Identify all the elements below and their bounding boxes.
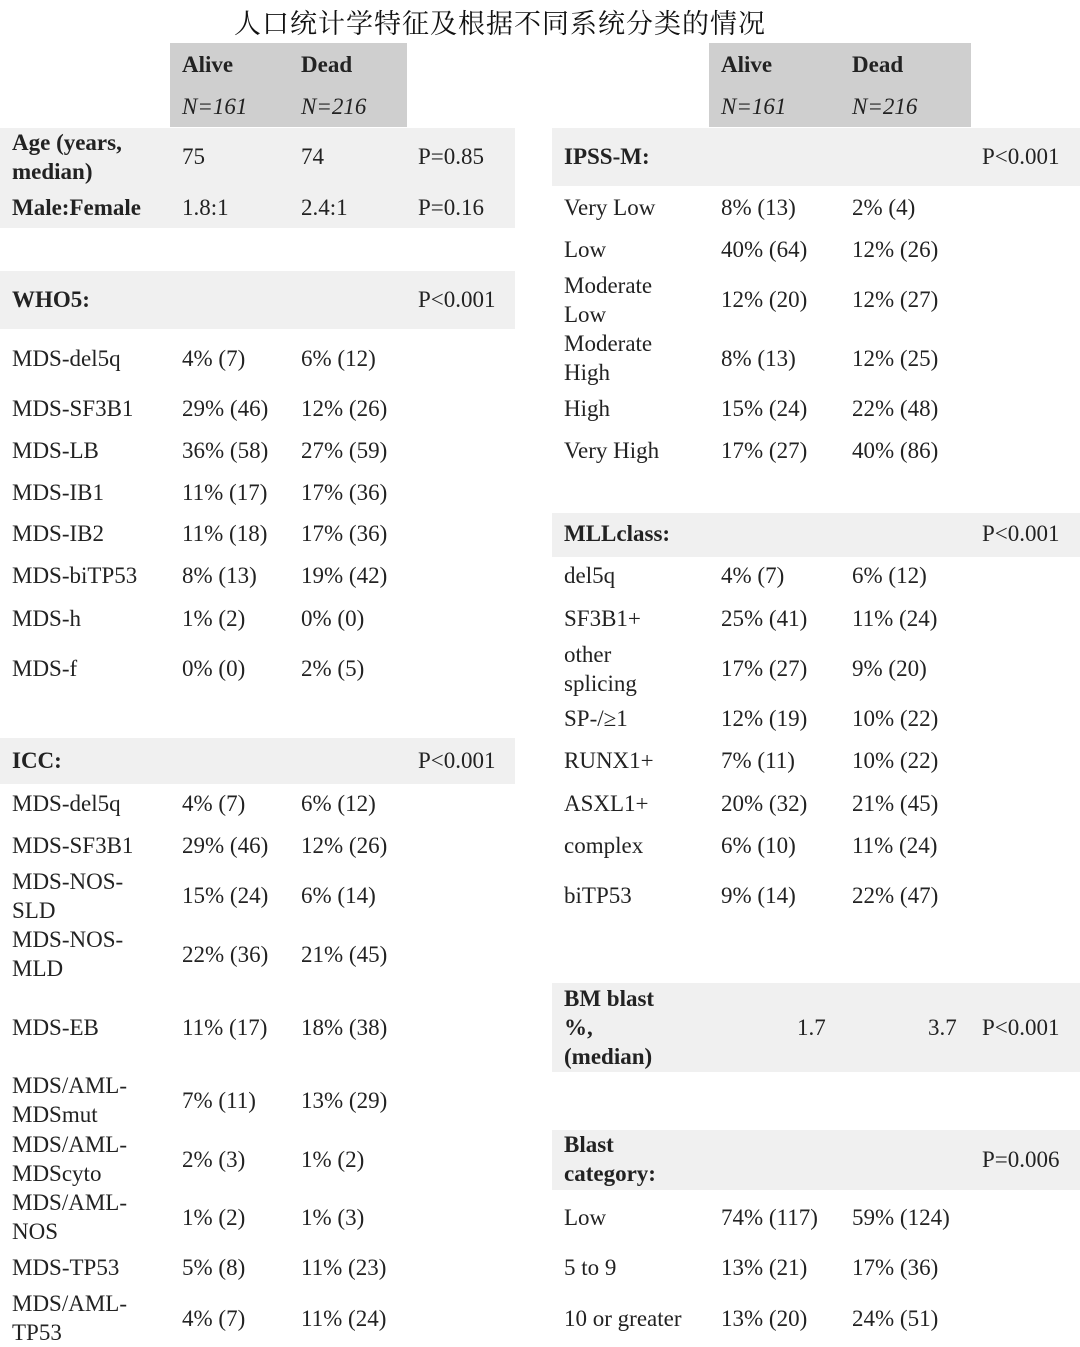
right-header-dead: Dead [852, 52, 904, 77]
mll-row-alive: 25% (41) [721, 606, 808, 631]
blast-row-label: Low [564, 1205, 607, 1230]
ipssm-row-alive: 40% (64) [721, 237, 808, 262]
icc-row-alive: 4% (7) [182, 1306, 246, 1331]
ipssm-row-dead: 12% (26) [852, 237, 939, 262]
icc-row-dead: 12% (26) [301, 833, 388, 858]
ipssm-row-dead: 2% (4) [852, 195, 916, 220]
who5-row-alive: 36% (58) [182, 438, 269, 463]
icc-row-alive: 2% (3) [182, 1147, 246, 1172]
blast-row-label: 10 or greater [564, 1306, 682, 1331]
ipssm-row-alive: 8% (13) [721, 195, 796, 220]
mll-row-dead: 21% (45) [852, 791, 939, 816]
page-title: 人口统计学特征及根据不同系统分类的情况 [234, 9, 766, 40]
who5-row-label: MDS-SF3B1 [12, 396, 134, 421]
mll-row-alive: 20% (32) [721, 791, 808, 816]
left-header-dead-n: N=216 [301, 94, 367, 119]
blast-row-dead: 17% (36) [852, 1255, 939, 1280]
sex-ratio-dead: 2.4:1 [301, 195, 348, 220]
ipssm-row-dead: 12% (27) [852, 287, 939, 312]
ipssm-row-label: Low [564, 237, 607, 262]
icc-row-alive: 1% (2) [182, 1205, 246, 1230]
who5-row-alive: 8% (13) [182, 563, 257, 588]
ipssm-section-label: IPSS-M: [564, 144, 650, 169]
mll-row-dead: 11% (24) [852, 606, 938, 631]
bm-blast-label: BM blast %, (median) [564, 986, 655, 1069]
icc-row-label: MDS/AML-NOS [12, 1190, 128, 1244]
ipssm-row-alive: 15% (24) [721, 396, 808, 421]
mll-row-label: other splicing [564, 642, 637, 696]
ipssm-row-label: Very Low [564, 195, 656, 220]
mll-row-label: del5q [564, 563, 616, 588]
left-header-alive: Alive [182, 52, 234, 77]
ipssm-row-alive: 12% (20) [721, 287, 808, 312]
who5-row-dead: 12% (26) [301, 396, 388, 421]
who5-row-alive: 11% (18) [182, 521, 268, 546]
icc-row-label: MDS-del5q [12, 791, 121, 816]
icc-row-dead: 6% (12) [301, 791, 376, 816]
icc-p-value: P<0.001 [418, 748, 496, 773]
left-header-dead: Dead [301, 52, 353, 77]
mll-row-label: biTP53 [564, 883, 632, 908]
icc-row-label: MDS-TP53 [12, 1255, 120, 1280]
sex-ratio-alive: 1.8:1 [182, 195, 229, 220]
mll-row-alive: 6% (10) [721, 833, 796, 858]
who5-row-label: MDS-del5q [12, 346, 121, 371]
ipssm-p-value: P<0.001 [982, 144, 1060, 169]
icc-row-dead: 1% (3) [301, 1205, 365, 1230]
mll-row-alive: 12% (19) [721, 706, 808, 731]
bm-blast-p-value: P<0.001 [982, 1015, 1060, 1040]
mll-row-dead: 22% (47) [852, 883, 939, 908]
icc-row-dead: 21% (45) [301, 942, 388, 967]
ipssm-row-label: Very High [564, 438, 660, 463]
mll-row-label: ASXL1+ [564, 791, 649, 816]
who5-row-alive: 4% (7) [182, 346, 246, 371]
mll-row-dead: 11% (24) [852, 833, 938, 858]
mll-row-alive: 9% (14) [721, 883, 796, 908]
age-alive: 75 [182, 144, 205, 169]
ipssm-row-label: Moderate High [564, 331, 653, 385]
who5-row-label: MDS-biTP53 [12, 563, 138, 588]
icc-row-label: MDS-NOS-MLD [12, 927, 124, 981]
who5-row-dead: 6% (12) [301, 346, 376, 371]
mll-row-alive: 4% (7) [721, 563, 785, 588]
sex-ratio-label: Male:Female [12, 195, 141, 220]
bm-blast-alive: 1.7 [797, 1015, 826, 1040]
mll-row-label: complex [564, 833, 644, 858]
icc-row-alive: 22% (36) [182, 942, 269, 967]
right-header-alive: Alive [721, 52, 773, 77]
icc-row-alive: 29% (46) [182, 833, 269, 858]
icc-row-alive: 5% (8) [182, 1255, 246, 1280]
mll-row-dead: 6% (12) [852, 563, 927, 588]
blast-row-dead: 59% (124) [852, 1205, 950, 1230]
mll-row-alive: 7% (11) [721, 748, 795, 773]
ipssm-row-dead: 40% (86) [852, 438, 939, 463]
mll-p-value: P<0.001 [982, 521, 1060, 546]
who5-row-alive: 0% (0) [182, 656, 246, 681]
mll-section-label: MLLclass: [564, 521, 671, 546]
icc-row-alive: 4% (7) [182, 791, 246, 816]
who5-row-alive: 1% (2) [182, 606, 246, 631]
mll-row-dead: 9% (20) [852, 656, 927, 681]
who5-row-alive: 29% (46) [182, 396, 269, 421]
mll-row-dead: 10% (22) [852, 748, 939, 773]
ipssm-row-label: High [564, 396, 610, 421]
icc-row-dead: 11% (24) [301, 1306, 387, 1331]
who5-row-dead: 17% (36) [301, 480, 388, 505]
icc-row-dead: 18% (38) [301, 1015, 388, 1040]
blast-category-p-value: P=0.006 [982, 1147, 1060, 1172]
age-dead: 74 [301, 144, 324, 169]
icc-row-dead: 11% (23) [301, 1255, 387, 1280]
blast-category-label: Blast category: [564, 1132, 656, 1186]
icc-row-label: MDS/AML-TP53 [12, 1291, 128, 1345]
who5-row-label: MDS-f [12, 656, 78, 681]
icc-row-label: MDS/AML-MDSmut [12, 1073, 128, 1127]
blast-row-alive: 74% (117) [721, 1205, 818, 1230]
ipssm-row-label: Moderate Low [564, 273, 653, 327]
right-header-dead-n: N=216 [852, 94, 918, 119]
who5-row-label: MDS-LB [12, 438, 99, 463]
blast-row-alive: 13% (21) [721, 1255, 808, 1280]
who5-row-dead: 17% (36) [301, 521, 388, 546]
icc-row-alive: 11% (17) [182, 1015, 268, 1040]
sex-ratio-p-value: P=0.16 [418, 195, 485, 220]
who5-row-alive: 11% (17) [182, 480, 268, 505]
who5-row-label: MDS-IB1 [12, 480, 105, 505]
icc-row-alive: 7% (11) [182, 1088, 256, 1113]
icc-row-label: MDS-SF3B1 [12, 833, 134, 858]
who5-row-dead: 19% (42) [301, 563, 388, 588]
ipssm-row-alive: 8% (13) [721, 346, 796, 371]
blast-row-alive: 13% (20) [721, 1306, 808, 1331]
icc-row-label: MDS/AML-MDScyto [12, 1132, 128, 1186]
icc-row-dead: 6% (14) [301, 883, 376, 908]
who5-section-label: WHO5: [12, 287, 90, 312]
icc-row-dead: 1% (2) [301, 1147, 365, 1172]
right-header-alive-n: N=161 [721, 94, 787, 119]
mll-row-label: SP-/≥1 [564, 706, 628, 731]
who5-row-dead: 27% (59) [301, 438, 388, 463]
icc-row-dead: 13% (29) [301, 1088, 388, 1113]
mll-row-label: SF3B1+ [564, 606, 641, 631]
who5-row-dead: 2% (5) [301, 656, 365, 681]
ipssm-row-dead: 22% (48) [852, 396, 939, 421]
who5-row-dead: 0% (0) [301, 606, 365, 631]
who5-row-label: MDS-IB2 [12, 521, 105, 546]
mll-row-dead: 10% (22) [852, 706, 939, 731]
icc-row-alive: 15% (24) [182, 883, 269, 908]
ipssm-row-dead: 12% (25) [852, 346, 939, 371]
left-header-alive-n: N=161 [182, 94, 248, 119]
bm-blast-dead: 3.7 [928, 1015, 957, 1040]
blast-row-label: 5 to 9 [564, 1255, 617, 1280]
mll-row-label: RUNX1+ [564, 748, 654, 773]
ipssm-row-alive: 17% (27) [721, 438, 808, 463]
who5-p-value: P<0.001 [418, 287, 496, 312]
mll-row-alive: 17% (27) [721, 656, 808, 681]
age-label: Age (years, median) [12, 130, 122, 184]
blast-row-dead: 24% (51) [852, 1306, 939, 1331]
icc-row-label: MDS-NOS-SLD [12, 869, 124, 923]
who5-row-label: MDS-h [12, 606, 82, 631]
icc-section-label: ICC: [12, 748, 62, 773]
icc-row-label: MDS-EB [12, 1015, 99, 1040]
age-p-value: P=0.85 [418, 144, 485, 169]
